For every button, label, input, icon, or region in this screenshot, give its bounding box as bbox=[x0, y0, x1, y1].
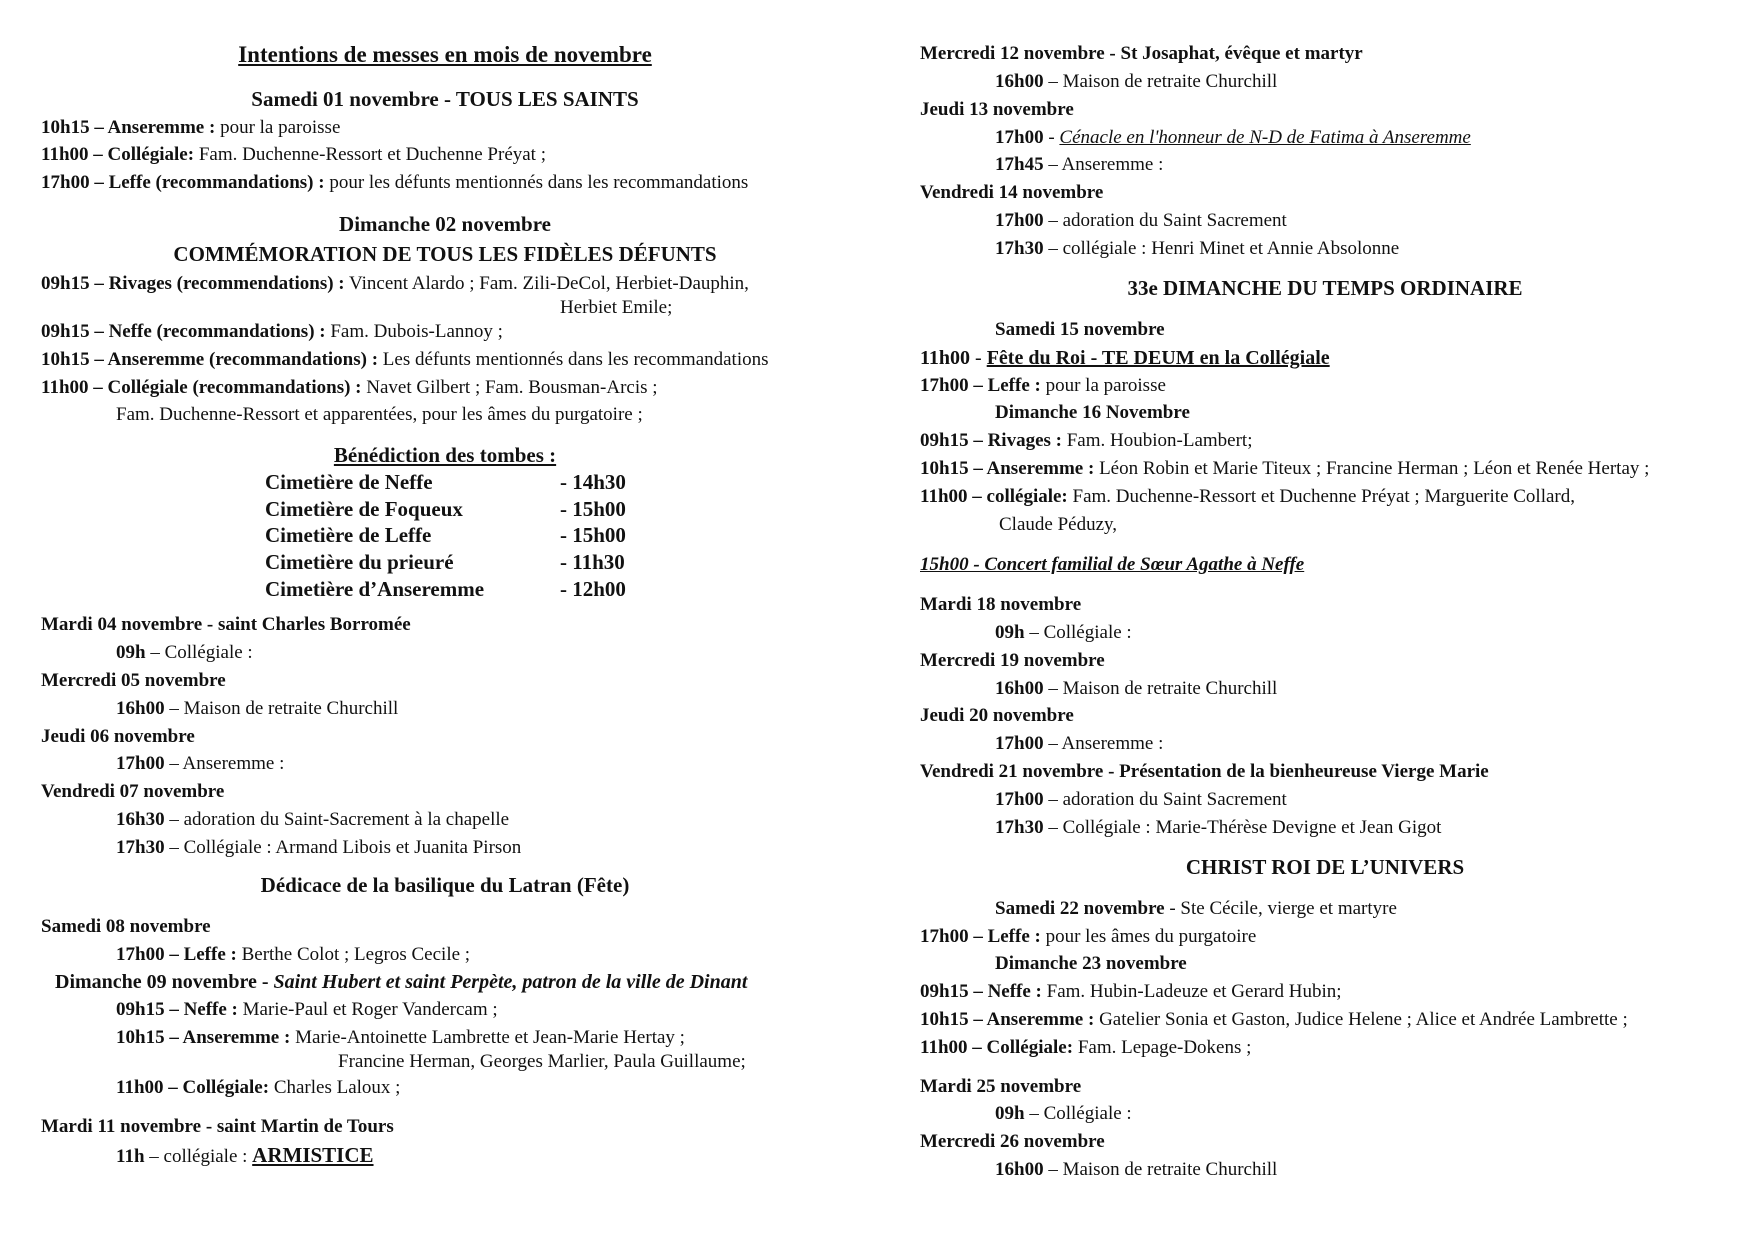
mass-time: 09h15 – Rivages (recommendations) : bbox=[41, 273, 345, 294]
mass-entry bbox=[920, 1008, 1628, 1032]
mass-entry bbox=[920, 980, 1342, 1004]
te-deum-event: Fête du Roi - TE DEUM en la Collégiale bbox=[986, 347, 1330, 369]
mass-time: 17h00 – Leffe : bbox=[116, 944, 237, 965]
heading-sun-02: Dimanche 02 novembre bbox=[339, 212, 551, 236]
heading-sat-01: Samedi 01 novembre - TOUS LES SAINTS bbox=[251, 87, 639, 111]
mass-time: 11h00 – collégiale: bbox=[920, 486, 1068, 507]
mass-time: 16h00 bbox=[995, 71, 1044, 92]
mass-time: 17h00 bbox=[995, 127, 1044, 148]
mass-entry bbox=[920, 1036, 1251, 1060]
mass-time: 11h00 – Collégiale: bbox=[116, 1077, 270, 1098]
mass-time: 10h15 – Anseremme : bbox=[41, 117, 216, 138]
mass-intention: Vincent Alardo ; Fam. Zili-DeCol, Herbiet-Dauphin, bbox=[344, 273, 749, 294]
heading-benediction: Bénédiction des tombes : bbox=[333, 443, 557, 467]
mass-intention-continued: Herbiet Emile; bbox=[560, 297, 673, 318]
day-heading: Mardi 25 novembre bbox=[920, 1076, 1082, 1097]
mass-intention: – adoration du Saint Sacrement bbox=[1043, 789, 1287, 810]
cemetery-name: Cimetière de Neffe bbox=[265, 470, 433, 494]
day-heading: Jeudi 06 novembre bbox=[41, 726, 195, 747]
mass-time: 17h00 bbox=[995, 210, 1044, 231]
mass-entry bbox=[41, 320, 503, 344]
cemetery-time: - 11h30 bbox=[560, 550, 625, 574]
day-heading: Samedi 08 novembre bbox=[41, 916, 211, 937]
mass-time: 09h bbox=[116, 642, 146, 663]
mass-intention: Léon Robin et Marie Titeux ; Francine Herman ; Léon et Renée Hertay ; bbox=[1094, 458, 1650, 479]
mass-time: 09h bbox=[995, 1103, 1025, 1124]
mass-entry bbox=[995, 816, 1441, 840]
mass-entry bbox=[995, 621, 1132, 645]
mass-entry bbox=[116, 808, 509, 832]
day-heading: Mercredi 19 novembre bbox=[920, 650, 1105, 671]
day-heading: Mercredi 12 novembre - St Josaphat, évêque et martyr bbox=[920, 43, 1363, 64]
mass-time: 17h00 – Leffe : bbox=[920, 375, 1041, 396]
mass-time: 09h15 – Neffe : bbox=[920, 981, 1042, 1002]
mass-entry bbox=[116, 943, 470, 967]
day-heading: Dimanche 16 Novembre bbox=[995, 402, 1190, 423]
day-heading: Mardi 04 novembre - saint Charles Borromée bbox=[41, 614, 411, 635]
mass-time: 10h15 – Anseremme : bbox=[920, 458, 1095, 479]
mass-time: 09h15 – Neffe : bbox=[116, 999, 238, 1020]
day-heading: Mercredi 05 novembre bbox=[41, 670, 226, 691]
mass-intention: pour la paroisse bbox=[1040, 375, 1166, 396]
mass-time: 17h45 bbox=[995, 154, 1044, 175]
mass-intention: – Anseremme : bbox=[1043, 154, 1164, 175]
mass-entry bbox=[920, 429, 1252, 453]
mass-entry bbox=[41, 171, 748, 195]
mass-entry bbox=[995, 209, 1287, 233]
mass-time: 11h00 – Collégiale (recommandations) : bbox=[41, 377, 362, 398]
heading-christ-roi: CHRIST ROI DE L’UNIVERS bbox=[1185, 855, 1465, 879]
mass-entry bbox=[995, 126, 1471, 150]
mass-entry bbox=[995, 70, 1277, 94]
mass-entry bbox=[995, 732, 1163, 756]
heading-latran: Dédicace de la basilique du Latran (Fête) bbox=[260, 873, 630, 897]
mass-entry bbox=[116, 1076, 400, 1100]
heading-ordinary-time: 33e DIMANCHE DU TEMPS ORDINAIRE bbox=[1127, 276, 1523, 300]
mass-time: 16h00 bbox=[995, 678, 1044, 699]
mass-time: 17h30 bbox=[116, 837, 165, 858]
mass-entry bbox=[995, 153, 1163, 177]
day-heading: Jeudi 13 novembre bbox=[920, 99, 1074, 120]
mass-intention: Charles Laloux ; bbox=[269, 1077, 401, 1098]
mass-entry bbox=[116, 697, 398, 721]
mass-intention: – Maison de retraite Churchill bbox=[1043, 1159, 1278, 1180]
mass-intention: – Collégiale : bbox=[1024, 1103, 1132, 1124]
mass-entry bbox=[995, 788, 1287, 812]
mass-intention: Fam. Lepage-Dokens ; bbox=[1073, 1037, 1252, 1058]
mass-time: 17h00 bbox=[116, 753, 165, 774]
mass-entry bbox=[920, 374, 1166, 398]
mass-intention: Berthe Colot ; Legros Cecile ; bbox=[236, 944, 471, 965]
mass-time: 11h00 – Collégiale: bbox=[41, 144, 195, 165]
mass-intention: – adoration du Saint-Sacrement à la chapelle bbox=[164, 809, 510, 830]
mass-intention: – Maison de retraite Churchill bbox=[1043, 678, 1278, 699]
mass-intention: Fam. Houbion-Lambert; bbox=[1061, 430, 1253, 451]
cemetery-name: Cimetière de Leffe bbox=[265, 523, 432, 547]
armistice-event: ARMISTICE bbox=[252, 1143, 374, 1167]
mass-time: 16h00 bbox=[995, 1159, 1044, 1180]
day-heading: Vendredi 21 novembre - Présentation de la bienheureuse Vierge Marie bbox=[920, 761, 1489, 782]
day-heading: Mardi 11 novembre - saint Martin de Tours bbox=[41, 1116, 394, 1137]
mass-entry bbox=[920, 457, 1649, 481]
mass-entry bbox=[41, 116, 340, 140]
mass-intention: Fam. Duchenne-Ressort et Duchenne Préyat ; Marguerite Collard, bbox=[1067, 486, 1575, 507]
mass-intention-continued: Fam. Duchenne-Ressort et apparentées, pour les âmes du purgatoire ; bbox=[116, 404, 643, 425]
mass-time: 11h00 – Collégiale: bbox=[920, 1037, 1074, 1058]
mass-intention: – Maison de retraite Churchill bbox=[164, 698, 399, 719]
mass-intention: pour les âmes du purgatoire bbox=[1040, 926, 1257, 947]
mass-entry bbox=[920, 485, 1575, 509]
mass-intention: – adoration du Saint Sacrement bbox=[1043, 210, 1287, 231]
mass-intention: Gatelier Sonia et Gaston, Judice Helene ; Alice et Andrée Lambrette ; bbox=[1094, 1009, 1628, 1030]
mass-intention: Fam. Dubois-Lannoy ; bbox=[325, 321, 503, 342]
separator: - bbox=[1043, 127, 1060, 148]
day-heading: Mardi 18 novembre bbox=[920, 594, 1082, 615]
mass-time: 09h15 – Rivages : bbox=[920, 430, 1062, 451]
day-heading: Vendredi 14 novembre bbox=[920, 182, 1104, 203]
mass-time: 11h00 bbox=[920, 347, 971, 369]
mass-entry bbox=[920, 925, 1256, 949]
mass-entry bbox=[995, 677, 1277, 701]
mass-time: 17h00 – Leffe : bbox=[920, 926, 1041, 947]
mass-entry bbox=[41, 143, 546, 167]
mass-intention: Marie-Antoinette Lambrette et Jean-Marie Hertay ; bbox=[290, 1027, 685, 1048]
day-label: Samedi 22 novembre bbox=[995, 898, 1165, 919]
mass-entry bbox=[995, 1102, 1132, 1126]
mass-intention: – Collégiale : bbox=[1024, 622, 1132, 643]
heading-commemoration: COMMÉMORATION DE TOUS LES FIDÈLES DÉFUNTS bbox=[173, 242, 717, 266]
day-heading bbox=[55, 970, 747, 994]
cemetery-name: Cimetière du prieuré bbox=[265, 550, 454, 574]
separator: - bbox=[970, 347, 987, 369]
mass-entry bbox=[41, 348, 769, 372]
mass-intention: – collégiale : bbox=[144, 1146, 253, 1167]
mass-intention: Fam. Hubin-Ladeuze et Gerard Hubin; bbox=[1041, 981, 1342, 1002]
day-heading bbox=[995, 897, 1397, 921]
mass-intention: Navet Gilbert ; Fam. Bousman-Arcis ; bbox=[361, 377, 658, 398]
mass-intention: Fam. Duchenne-Ressort et Duchenne Préyat ; bbox=[194, 144, 546, 165]
mass-intention-continued: Francine Herman, Georges Marlier, Paula Guillaume; bbox=[338, 1051, 746, 1072]
day-heading: Jeudi 20 novembre bbox=[920, 705, 1074, 726]
mass-time: 10h15 – Anseremme (recommandations) : bbox=[41, 349, 379, 370]
mass-intention: pour la paroisse bbox=[215, 117, 341, 138]
day-heading: Mercredi 26 novembre bbox=[920, 1131, 1105, 1152]
mass-intention: Les défunts mentionnés dans les recommandations bbox=[378, 349, 769, 370]
mass-entry bbox=[116, 641, 253, 665]
mass-entry bbox=[995, 1158, 1277, 1182]
mass-time: 16h00 bbox=[116, 698, 165, 719]
cemetery-name: Cimetière de Foqueux bbox=[265, 497, 463, 521]
mass-intention: – Maison de retraite Churchill bbox=[1043, 71, 1278, 92]
mass-time: 10h15 – Anseremme : bbox=[920, 1009, 1095, 1030]
page-title: Intentions de messes en mois de novembre bbox=[238, 42, 652, 67]
mass-time: 09h bbox=[995, 622, 1025, 643]
cemetery-time: - 14h30 bbox=[560, 470, 626, 494]
mass-time: 10h15 – Anseremme : bbox=[116, 1027, 291, 1048]
mass-intention: – Collégiale : Marie-Thérèse Devigne et Jean Gigot bbox=[1043, 817, 1442, 838]
mass-time: 17h30 bbox=[995, 238, 1044, 259]
mass-time: 09h15 – Neffe (recommandations) : bbox=[41, 321, 326, 342]
mass-entry bbox=[116, 836, 521, 860]
mass-entry bbox=[920, 346, 1330, 370]
mass-time: 17h00 bbox=[995, 733, 1044, 754]
mass-intention: – Collégiale : bbox=[145, 642, 253, 663]
mass-intention: – Anseremme : bbox=[164, 753, 285, 774]
day-heading: Vendredi 07 novembre bbox=[41, 781, 225, 802]
cemetery-time: - 12h00 bbox=[560, 577, 626, 601]
mass-entry bbox=[41, 376, 658, 400]
mass-entry bbox=[116, 998, 498, 1022]
cenacle-event: Cénacle en l'honneur de N-D de Fatima à Anseremme bbox=[1059, 127, 1471, 148]
feast-name: Saint Hubert et saint Perpète, patron de la ville de Dinant bbox=[273, 971, 748, 993]
cemetery-name: Cimetière d’Anseremme bbox=[265, 577, 485, 601]
day-heading: Dimanche 23 novembre bbox=[995, 953, 1187, 974]
mass-intention: Marie-Paul et Roger Vandercam ; bbox=[237, 999, 498, 1020]
mass-time: 17h30 bbox=[995, 817, 1044, 838]
concert-event: 15h00 - Concert familial de Sœur Agathe à Neffe bbox=[920, 554, 1305, 575]
mass-time: 17h00 – Leffe (recommandations) : bbox=[41, 172, 325, 193]
mass-intention-continued: Claude Péduzy, bbox=[999, 514, 1118, 535]
mass-intention: – Anseremme : bbox=[1043, 733, 1164, 754]
day-label: Dimanche 09 novembre - bbox=[55, 971, 274, 993]
mass-intention: – Collégiale : Armand Libois et Juanita Pirson bbox=[164, 837, 522, 858]
mass-time: 17h00 bbox=[995, 789, 1044, 810]
cemetery-time: - 15h00 bbox=[560, 497, 626, 521]
mass-entry bbox=[116, 1143, 374, 1169]
feast-name: - Ste Cécile, vierge et martyre bbox=[1164, 898, 1397, 919]
mass-entry bbox=[116, 752, 284, 776]
day-heading: Samedi 15 novembre bbox=[995, 319, 1165, 340]
mass-entry bbox=[41, 272, 749, 296]
mass-intention: pour les défunts mentionnés dans les recommandations bbox=[324, 172, 749, 193]
mass-entry bbox=[995, 237, 1399, 261]
cemetery-time: - 15h00 bbox=[560, 523, 626, 547]
mass-entry bbox=[116, 1026, 685, 1050]
mass-time: 11h bbox=[116, 1146, 145, 1167]
mass-intention: – collégiale : Henri Minet et Annie Absolonne bbox=[1043, 238, 1400, 259]
mass-time: 16h30 bbox=[116, 809, 165, 830]
